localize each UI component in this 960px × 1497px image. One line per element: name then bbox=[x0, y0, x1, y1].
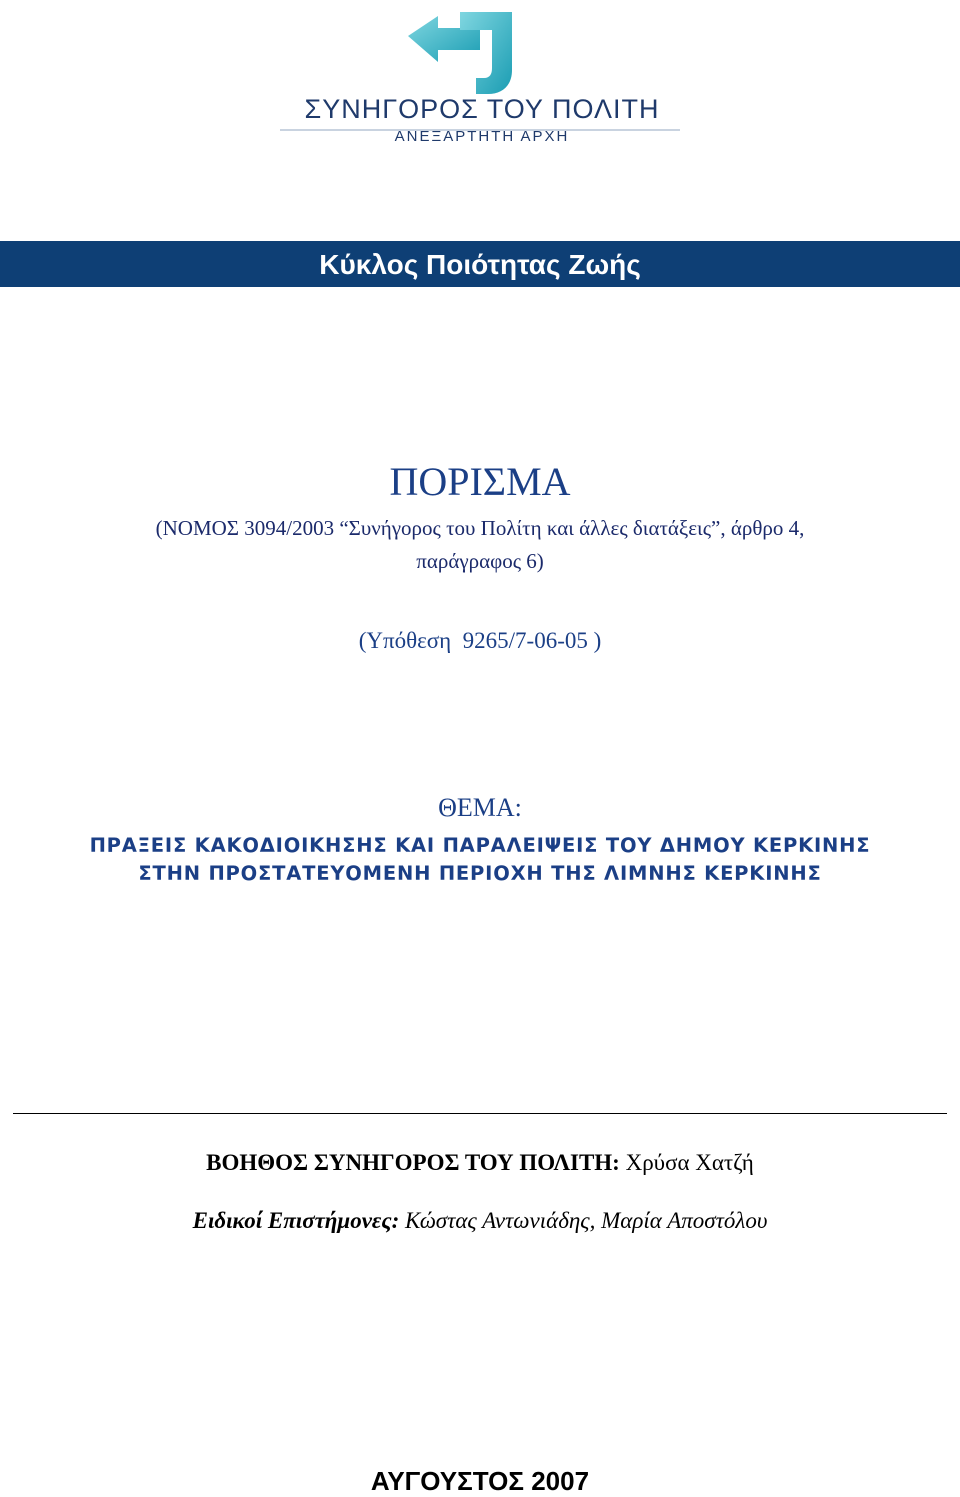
ombudsman-arrow-logo-icon bbox=[280, 8, 680, 98]
section-banner: Κύκλος Ποιότητας Ζωής bbox=[0, 241, 960, 287]
law-reference bbox=[40, 512, 920, 578]
assistant-label: ΒΟΗΘΟΣ ΣΥΝΗΓΟΡΟΣ ΤΟΥ ΠΟΛΙΤΗ: bbox=[206, 1150, 620, 1175]
logo-subtitle: ΑΝΕΞΑΡΤΗΤΗ ΑΡΧΗ bbox=[394, 128, 570, 145]
case-number: 9265/7-06-05 ) bbox=[462, 628, 602, 653]
document-title: ΠΟΡΙΣΜΑ bbox=[389, 459, 571, 504]
subject-text bbox=[20, 832, 940, 888]
assistant-ombudsman bbox=[0, 1150, 960, 1176]
document-date: ΑΥΓΟΥΣΤΟΣ 2007 bbox=[370, 1466, 590, 1496]
case-reference bbox=[0, 628, 960, 654]
horizontal-divider bbox=[13, 1113, 947, 1114]
experts bbox=[0, 1208, 960, 1234]
subject-heading: ΘΕΜΑ: bbox=[438, 793, 522, 822]
subject-line2: ΣΤΗΝ ΠΡΟΣΤΑΤΕΥΟΜΕΝΗ ΠΕΡΙΟΧΗ ΤΗΣ ΛΙΜΝΗΣ ΚΕΡΚΙΝΗΣ bbox=[138, 862, 822, 885]
logo-name: ΣΥΝΗΓΟΡΟΣ ΤΟΥ ΠΟΛΙΤΗ bbox=[304, 94, 660, 124]
case-label: (Υπόθεση bbox=[358, 628, 452, 653]
experts-label: Ειδικοί Επιστήμονες: bbox=[192, 1208, 400, 1233]
subject-line1: ΠΡΑΞΕΙΣ ΚΑΚΟΔΙΟΙΚΗΣΗΣ ΚΑΙ ΠΑΡΑΛΕΙΨΕΙΣ ΤΟΥ ΔΗΜΟΥ ΚΕΡΚΙΝΗΣ bbox=[89, 834, 871, 857]
law-reference-line1: (ΝΟΜΟΣ 3094/2003 “Συνήγορος του Πολίτη και άλλες διατάξεις”, άρθρο 4, bbox=[155, 516, 805, 540]
assistant-name: Χρύσα Χατζή bbox=[625, 1150, 754, 1175]
experts-names: Κώστας Αντωνιάδης, Μαρία Αποστόλου bbox=[405, 1208, 768, 1233]
ombudsman-logo bbox=[280, 8, 680, 148]
law-reference-line2: παράγραφος 6) bbox=[416, 549, 544, 573]
